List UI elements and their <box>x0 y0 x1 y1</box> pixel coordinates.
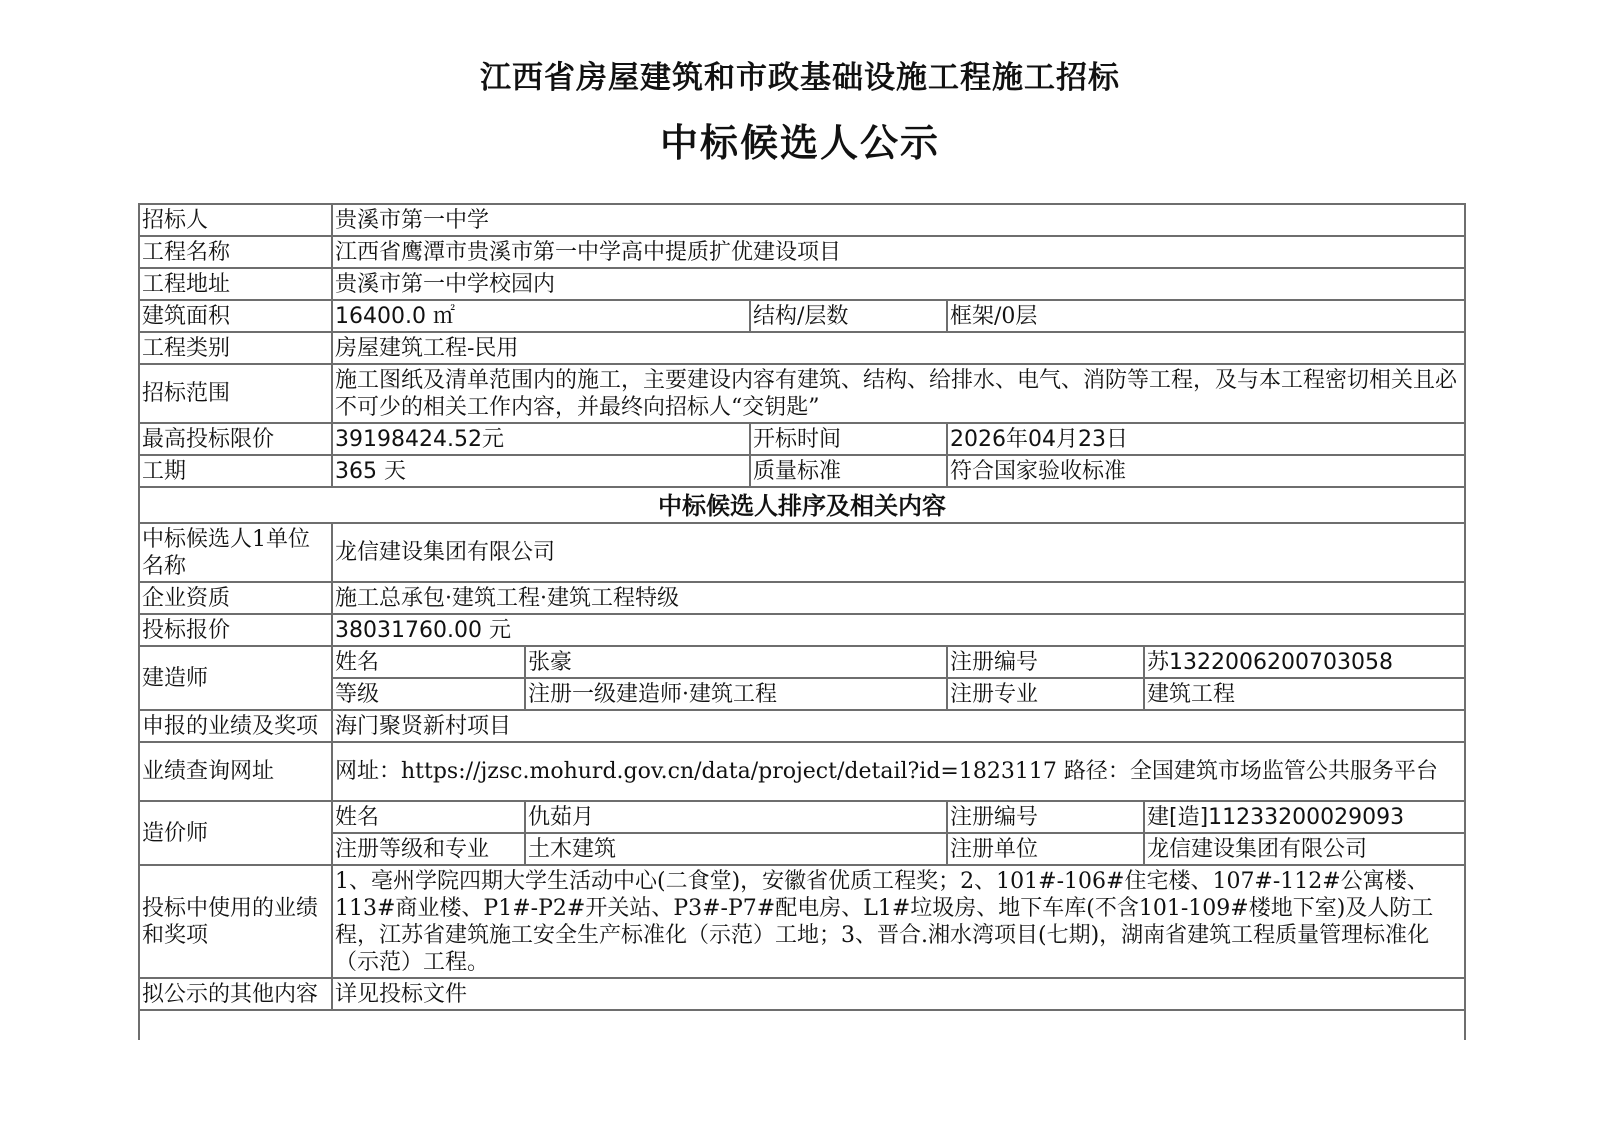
builder-grade-label: 等级 <box>332 678 525 710</box>
area-label: 建筑面积 <box>139 300 332 332</box>
table-row <box>139 236 1465 268</box>
cost-engineer-name-label: 姓名 <box>332 801 525 833</box>
table-row <box>139 1010 1465 1040</box>
max-price-label: 最高投标限价 <box>139 423 332 455</box>
table-row <box>139 646 1465 678</box>
document-title: 江西省房屋建筑和市政基础设施工程施工招标 <box>480 60 1120 96</box>
cost-engineer-reg-unit-label: 注册单位 <box>947 833 1144 865</box>
blank-cell <box>139 1010 1465 1040</box>
max-price-value: 39198424.52元 <box>332 423 750 455</box>
area-value: 16400.0 ㎡ <box>332 300 750 332</box>
bid-price-label: 投标报价 <box>139 614 332 646</box>
builder-reg-major-value: 建筑工程 <box>1144 678 1465 710</box>
project-name-value: 江西省鹰潭市贵溪市第一中学高中提质扩优建设项目 <box>332 236 1465 268</box>
table-row <box>139 523 1465 582</box>
tenderer-value: 贵溪市第一中学 <box>332 204 1465 236</box>
table-row <box>139 678 1465 710</box>
quality-label: 质量标准 <box>750 455 947 487</box>
cost-engineer-grade-value: 土木建筑 <box>525 833 947 865</box>
table-row <box>139 582 1465 614</box>
cost-engineer-label: 造价师 <box>139 801 332 865</box>
builder-name-label: 姓名 <box>332 646 525 678</box>
qualification-label: 企业资质 <box>139 582 332 614</box>
notice-table <box>138 203 1466 1040</box>
used-performance-value: 1、亳州学院四期大学生活动中心(二食堂)，安徽省优质工程奖；2、101#-106#住宅楼、107#-112#公寓楼、113#商业楼、P1#-P2#开关站、P3#-P7#配电房、L1#垃圾房、地下车库(不含101-109#楼地下室)及人防工程，江苏省建筑施工安全生产标准化（示范）工地；3、晋合.湘水湾项目(七期)，湖南省建筑工程质量管理标准化（示范）工程。 <box>332 865 1465 978</box>
table-row <box>139 364 1465 423</box>
table-row <box>139 801 1465 833</box>
structure-value: 框架/0层 <box>947 300 1465 332</box>
builder-reg-no-value: 苏1322006200703058 <box>1144 646 1465 678</box>
scope-label: 招标范围 <box>139 364 332 423</box>
table-row <box>139 332 1465 364</box>
table-row <box>139 614 1465 646</box>
table-row <box>139 978 1465 1010</box>
bid-price-value: 38031760.00 元 <box>332 614 1465 646</box>
used-performance-label: 投标中使用的业绩和奖项 <box>139 865 332 978</box>
quality-value: 符合国家验收标准 <box>947 455 1465 487</box>
performance-value: 海门聚贤新村项目 <box>332 710 1465 742</box>
project-name-label: 工程名称 <box>139 236 332 268</box>
builder-label: 建造师 <box>139 646 332 710</box>
cost-engineer-name-value: 仇茹月 <box>525 801 947 833</box>
other-label: 拟公示的其他内容 <box>139 978 332 1010</box>
project-address-value: 贵溪市第一中学校园内 <box>332 268 1465 300</box>
table-row <box>139 710 1465 742</box>
performance-label: 申报的业绩及奖项 <box>139 710 332 742</box>
table-row <box>139 742 1465 801</box>
table-row <box>139 833 1465 865</box>
duration-label: 工期 <box>139 455 332 487</box>
duration-value: 365 天 <box>332 455 750 487</box>
builder-grade-value: 注册一级建造师·建筑工程 <box>525 678 947 710</box>
table-row <box>139 268 1465 300</box>
other-value: 详见投标文件 <box>332 978 1465 1010</box>
project-address-label: 工程地址 <box>139 268 332 300</box>
builder-reg-major-label: 注册专业 <box>947 678 1144 710</box>
table-row <box>139 300 1465 332</box>
cost-engineer-reg-no-value: 建[造]11233200029093 <box>1144 801 1465 833</box>
category-value: 房屋建筑工程-民用 <box>332 332 1465 364</box>
section-heading: 中标候选人排序及相关内容 <box>139 487 1465 523</box>
query-url-label: 业绩查询网址 <box>139 742 332 801</box>
cost-engineer-grade-label: 注册等级和专业 <box>332 833 525 865</box>
table-row <box>139 487 1465 523</box>
table-row <box>139 865 1465 978</box>
builder-name-value: 张豪 <box>525 646 947 678</box>
structure-label: 结构/层数 <box>750 300 947 332</box>
document-subtitle: 中标候选人公示 <box>659 120 940 165</box>
table-row <box>139 455 1465 487</box>
candidate-unit-value: 龙信建设集团有限公司 <box>332 523 1465 582</box>
candidate-unit-label: 中标候选人1单位名称 <box>139 523 332 582</box>
builder-reg-no-label: 注册编号 <box>947 646 1144 678</box>
qualification-value: 施工总承包·建筑工程·建筑工程特级 <box>332 582 1465 614</box>
category-label: 工程类别 <box>139 332 332 364</box>
query-url-value: 网址：https://jzsc.mohurd.gov.cn/data/project/detail?id=1823117 路径：全国建筑市场监管公共服务平台 <box>332 742 1465 801</box>
tenderer-label: 招标人 <box>139 204 332 236</box>
open-time-label: 开标时间 <box>750 423 947 455</box>
table-row <box>139 423 1465 455</box>
table-row <box>139 204 1465 236</box>
cost-engineer-reg-unit-value: 龙信建设集团有限公司 <box>1144 833 1465 865</box>
scope-value: 施工图纸及清单范围内的施工，主要建设内容有建筑、结构、给排水、电气、消防等工程，及与本工程密切相关且必不可少的相关工作内容，并最终向招标人“交钥匙” <box>332 364 1465 423</box>
open-time-value: 2026年04月23日 <box>947 423 1465 455</box>
cost-engineer-reg-no-label: 注册编号 <box>947 801 1144 833</box>
